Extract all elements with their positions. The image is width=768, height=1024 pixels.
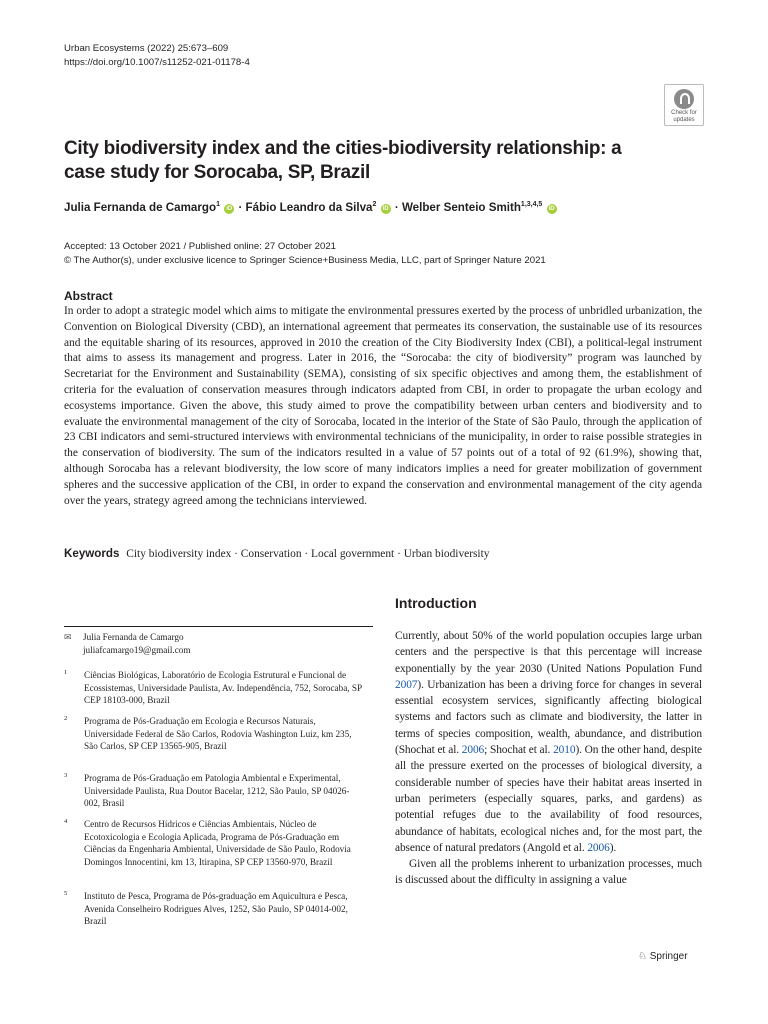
affiliation-text: Programa de Pós-Graduação em Patologia Ambiental e Experimental, Universidade Paulista, Rua Doutor Bacelar, 1212, São Paulo, SP 04026-002, Brasil: [84, 773, 350, 808]
author-name[interactable]: Fábio Leandro da Silva: [245, 201, 373, 214]
badge-label-2: updates: [673, 116, 695, 123]
affiliation-text: Centro de Recursos Hídricos e Ciências Ambientais, Núcleo de Ecotoxicologia e Ecologia Aplicada, Programa de Pós-Graduação em Ciências da Engenharia Ambiental, Universidade de São Paulo, Rodovia Domingos Innocentini, km 13, Itirapina, SP CEP 13560-970, Brazil: [84, 819, 351, 867]
affiliation-text: Programa de Pós-Graduação em Ecologia e Recursos Naturais, Universidade Federal de São Carlos, Rodovia Washington Luiz, km 235, São Carlos, SP CEP 13565-905, Brazil: [84, 716, 352, 751]
intro-paragraph: Given all the problems inherent to urbanization processes, much is discussed about the difficulty in assigning a value: [395, 858, 702, 887]
introduction-text: [395, 628, 702, 889]
text-run: ). Urbanization has been a driving force for changes in several essential ecosystem services, significantly affecting biological systems and factors such as climate and biodiversity, the latter in terms of species composition, wealth, abundance, and distribution (Shochat et al.: [395, 678, 702, 757]
email-link[interactable]: juliafcamargo19@gmail.com: [83, 644, 191, 655]
envelope-icon: ✉: [64, 632, 72, 642]
copyright-line: © The Author(s), under exclusive licence to Springer Science+Business Media, LLC, part of Springer Nature 2021: [64, 255, 546, 266]
author-affil: 1: [216, 201, 220, 209]
affiliation-number: 2: [64, 715, 68, 722]
citation-link[interactable]: 2010: [553, 744, 576, 757]
abstract-text: In order to adopt a strategic model which aims to mitigate the environmental pressures exerted by the process of unbridled urbanization, the Convention on Biological Diversity (CBD), an international agreement that permeates its conservation, the sustainable use of its resources and the equitable sharing of its resources, approved in 2010 the creation of the City Biodiversity Index (CBI), a political-legal instrument that aims to assess its management and progress. Later in 2016, the “Sorocaba: the city of biodiversity” program was launched by Secretariat for the Environment and Sustainability (SEMA), consisting of six specific objectives and among them, the establishment of criteria for the evaluation of conservation measures through indicators adapted from CBI, in order to propagate the urban ecology and ecosystems importance. Given the above, this study aimed to prove the compatibility between urban centers and biodiversity and to evaluate the environmental management of the city of Sorocaba, located in the interior of the State of São Paulo, through the application of 23 CBI indicators and semi-structured interviews with environmental technicians of the municipality, in order to raise possible strategies in the conservation of biodiversity. The sum of the indicators resulted in a value of 57 points out of a total of 92 (61.9%), showing that, although Sorocaba has a relevant biodiversity, the low score of many indicators implies a need for greater mobilization of government spheres and the successive application of the CBI, in order to expand the conservation and environmental management of the city agenda over the years, strategy agreed among the technicians interviewed.: [64, 305, 702, 507]
publisher-name: Springer: [649, 951, 688, 962]
keywords: [64, 547, 489, 560]
intro-paragraph: [395, 628, 702, 856]
author-affil: 2: [372, 201, 377, 209]
affiliation-text: Instituto de Pesca, Programa de Pós-graduação em Aquicultura e Pesca, Avenida Conselheiro Rodrigues Alves, 1252, São Paulo, SP 04014-002, Brazil: [84, 891, 348, 926]
publication-dates: [64, 240, 546, 268]
dates-line: Accepted: 13 October 2021 / Published online: 27 October 2021: [64, 241, 337, 252]
author-separator: ·: [394, 201, 399, 214]
footnote-divider: [64, 626, 373, 627]
affiliation-number: 5: [64, 890, 68, 897]
affiliation-text: Ciências Biológicas, Laboratório de Ecologia Estrutural e Funcional de Ecossistemas, Universidade Paulista, Av. Independência, 752, Sorocaba, SP CEP 18103-000, Brazil: [84, 670, 362, 705]
text-run: Currently, about 50% of the world population occupies large urban centers and the perspective is that this percentage will increase exponentially by the year 2030 (United Nations Population Fund: [395, 630, 702, 675]
affiliation: [64, 669, 364, 707]
check-updates-icon: [674, 89, 694, 109]
publisher-footer: [638, 951, 688, 962]
corresponding-author: Julia Fernanda de Camargo: [83, 632, 184, 642]
doi-link[interactable]: https://doi.org/10.1007/s11252-021-01178-4: [64, 57, 250, 68]
journal-citation: Urban Ecosystems (2022) 25:673–609: [64, 43, 229, 54]
citation-link[interactable]: 2006: [461, 744, 485, 757]
text-run: ).: [609, 841, 617, 854]
author-list: [64, 201, 558, 214]
springer-logo-icon: ♘: [638, 951, 647, 962]
citation-link[interactable]: 2007: [395, 678, 418, 691]
text-run: ; Shochat et al.: [484, 744, 554, 757]
check-for-updates-badge[interactable]: [664, 84, 704, 126]
affiliation-number: 3: [64, 772, 68, 779]
badge-label-1: Check for: [671, 110, 697, 116]
correspondence: [64, 631, 191, 656]
author-name[interactable]: Julia Fernanda de Camargo: [64, 201, 217, 214]
affiliation: [64, 715, 364, 753]
citation-link[interactable]: 2006: [587, 841, 610, 854]
author-separator: ·: [238, 201, 243, 214]
abstract-heading: Abstract: [64, 289, 113, 303]
orcid-icon[interactable]: iD: [548, 206, 555, 212]
introduction-heading: Introduction: [395, 595, 477, 611]
orcid-icon[interactable]: iD: [226, 206, 233, 212]
keywords-label: Keywords: [64, 547, 120, 560]
author-name[interactable]: Welber Senteio Smith: [401, 201, 521, 214]
text-run: ). On the other hand, despite all the pressure exerted on the processes of biological diversity, a considerable number of species have their habitat areas inserted in urban perimeters (especially squares, parks, and gardens) as potential refuges due to the availability of food resources, abundance of habitats, ecological niches and, for the most part, the absence of natural predators (Angold et al.: [395, 744, 702, 854]
affiliation-number: 1: [64, 669, 68, 676]
keywords-text: City biodiversity index · Conservation · Local government · Urban biodiversity: [126, 548, 490, 560]
affiliation: [64, 772, 364, 810]
orcid-icon[interactable]: iD: [382, 206, 389, 212]
affiliation: [64, 890, 364, 928]
affiliation-number: 4: [64, 818, 68, 825]
author-affil: 1,3,4,5: [520, 201, 543, 209]
affiliation: [64, 818, 364, 868]
journal-header: [64, 42, 250, 70]
article-title: City biodiversity index and the cities-biodiversity relationship: a case study for Sorocaba, SP, Brazil: [64, 138, 622, 183]
